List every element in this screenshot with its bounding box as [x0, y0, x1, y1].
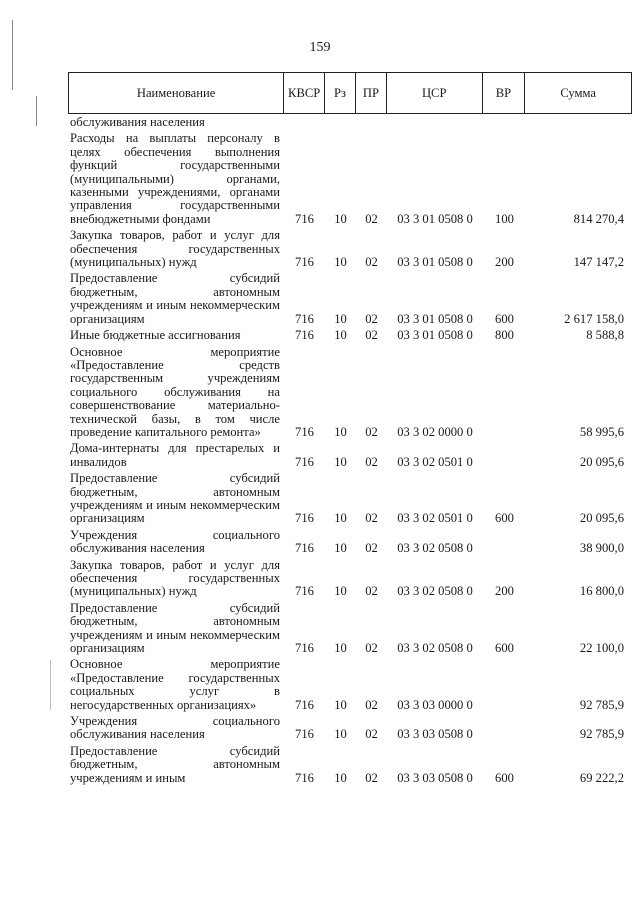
cell-rz: 10	[334, 697, 347, 712]
cell-kvsr: 716	[295, 541, 314, 556]
table-row	[68, 658, 632, 712]
table-row	[68, 472, 632, 526]
cell-csr: 03 3 01 0508 0	[397, 211, 473, 226]
scan-margin-mark	[50, 660, 51, 710]
cell-name: Предоставление субсидий бюджетным, автономным учреждениям и иным некоммерческим организациям	[70, 471, 280, 526]
cell-pr: 02	[365, 641, 378, 656]
cell-name: Основное мероприятие «Предоставление средств государственным учреждениям социального обслуживания на совершенствование материально-технической базы, в том числе проведение капитального ремонта»	[70, 344, 280, 439]
cell-sum: 20 095,6	[579, 454, 624, 469]
header-name: Наименование	[69, 73, 284, 113]
cell-csr: 03 3 01 0508 0	[397, 311, 473, 326]
cell-rz: 10	[334, 727, 347, 742]
cell-kvsr: 716	[295, 727, 314, 742]
table-row	[68, 132, 632, 226]
cell-name: Учреждения социального обслуживания населения	[70, 714, 280, 742]
cell-sum: 38 900,0	[579, 541, 624, 556]
table-row	[68, 559, 632, 599]
cell-kvsr: 716	[295, 211, 314, 226]
cell-sum: 2 617 158,0	[564, 311, 624, 326]
cell-sum: 16 800,0	[579, 584, 624, 599]
table-row	[68, 346, 632, 440]
cell-sum: 20 095,6	[579, 511, 624, 526]
cell-sum: 814 270,4	[573, 211, 624, 226]
cell-vr: 600	[495, 311, 514, 326]
cell-name: Дома-интернаты для престарелых и инвалидов	[70, 441, 280, 469]
budget-table	[68, 72, 632, 785]
cell-rz: 10	[334, 770, 347, 785]
cell-name: Предоставление субсидий бюджетным, автономным учреждениям и иным некоммерческим организациям	[70, 600, 280, 656]
cell-kvsr: 716	[295, 328, 314, 343]
cell-sum: 58 995,6	[579, 424, 624, 439]
cell-name: Закупка товаров, работ и услуг для обеспечения государственных (муниципальных) нужд	[70, 557, 280, 599]
cell-csr: 03 3 03 0508 0	[397, 727, 473, 742]
table-row	[68, 745, 632, 785]
table-row	[68, 229, 632, 269]
cell-sum: 92 785,9	[579, 727, 624, 742]
header-sum: Сумма	[560, 85, 597, 100]
scan-margin-mark	[36, 96, 37, 126]
cell-sum: 92 785,9	[579, 697, 624, 712]
cell-pr: 02	[365, 255, 378, 270]
table-row	[68, 329, 632, 342]
table-header	[68, 72, 632, 114]
cell-kvsr: 716	[295, 584, 314, 599]
header-vr: ВР	[483, 73, 526, 113]
header-pr: ПР	[356, 73, 387, 113]
cell-csr: 03 3 02 0501 0	[397, 511, 473, 526]
cell-kvsr: 716	[295, 424, 314, 439]
table-row	[68, 442, 632, 469]
table-row	[68, 272, 632, 326]
cell-pr: 02	[365, 697, 378, 712]
cell-csr: 03 3 02 0501 0	[397, 454, 473, 469]
cell-pr: 02	[365, 328, 378, 343]
cell-kvsr: 716	[295, 697, 314, 712]
table-row	[68, 602, 632, 656]
cell-vr: 100	[495, 211, 514, 226]
cell-sum: 69 222,2	[579, 770, 624, 785]
cell-vr: 600	[495, 641, 514, 656]
cell-sum: 22 100,0	[579, 641, 624, 656]
cell-kvsr: 716	[295, 641, 314, 656]
cell-name: Расходы на выплаты персоналу в целях обеспечения выполнения функций государственными (муниципальными) органами, казенными учреждениями, органами управления государственными внебюджетными фондами	[70, 131, 280, 226]
cell-vr: 600	[495, 770, 514, 785]
cell-rz: 10	[334, 454, 347, 469]
cell-csr: 03 3 02 0508 0	[397, 584, 473, 599]
table-row	[68, 116, 632, 129]
cell-rz: 10	[334, 424, 347, 439]
header-kvsr: КВСР	[284, 73, 325, 113]
cell-name: обслуживания населения	[70, 115, 205, 129]
cell-vr: 200	[495, 255, 514, 270]
table-body	[68, 114, 632, 785]
cell-vr: 200	[495, 584, 514, 599]
cell-sum: 8 588,8	[586, 328, 624, 343]
cell-rz: 10	[334, 328, 347, 343]
cell-kvsr: 716	[295, 511, 314, 526]
cell-name: Закупка товаров, работ и услуг для обеспечения государственных (муниципальных) нужд	[70, 228, 280, 270]
table-row	[68, 715, 632, 742]
cell-pr: 02	[365, 584, 378, 599]
cell-vr: 600	[495, 511, 514, 526]
cell-pr: 02	[365, 511, 378, 526]
cell-kvsr: 716	[295, 255, 314, 270]
cell-rz: 10	[334, 584, 347, 599]
cell-csr: 03 3 01 0508 0	[397, 328, 473, 343]
cell-rz: 10	[334, 641, 347, 656]
cell-csr: 03 3 02 0508 0	[397, 641, 473, 656]
cell-name: Предоставление субсидий бюджетным, автономным учреждениям и иным	[70, 743, 280, 785]
cell-kvsr: 716	[295, 311, 314, 326]
cell-rz: 10	[334, 255, 347, 270]
cell-name: Иные бюджетные ассигнования	[70, 328, 241, 343]
cell-name: Основное мероприятие «Предоставление государственных социальных услуг в негосударственных организациях»	[70, 657, 280, 712]
cell-rz: 10	[334, 311, 347, 326]
cell-vr: 800	[495, 328, 514, 343]
cell-name: Учреждения социального обслуживания населения	[70, 527, 280, 556]
cell-pr: 02	[365, 541, 378, 556]
cell-pr: 02	[365, 454, 378, 469]
cell-kvsr: 716	[295, 770, 314, 785]
cell-pr: 02	[365, 770, 378, 785]
cell-pr: 02	[365, 211, 378, 226]
header-rz: Рз	[325, 73, 356, 113]
cell-csr: 03 3 03 0508 0	[397, 770, 473, 785]
cell-pr: 02	[365, 727, 378, 742]
cell-name: Предоставление субсидий бюджетным, автономным учреждениям и иным некоммерческим организациям	[70, 271, 280, 326]
scan-margin-mark	[12, 20, 13, 90]
cell-csr: 03 3 02 0000 0	[397, 424, 473, 439]
cell-pr: 02	[365, 311, 378, 326]
cell-csr: 03 3 02 0508 0	[397, 541, 473, 556]
cell-rz: 10	[334, 511, 347, 526]
header-csr: ЦСР	[387, 73, 483, 113]
cell-csr: 03 3 01 0508 0	[397, 255, 473, 270]
cell-pr: 02	[365, 424, 378, 439]
table-row	[68, 529, 632, 556]
cell-rz: 10	[334, 211, 347, 226]
page-number: 159	[309, 40, 331, 55]
cell-csr: 03 3 03 0000 0	[397, 697, 473, 712]
cell-sum: 147 147,2	[573, 255, 624, 270]
cell-rz: 10	[334, 541, 347, 556]
cell-kvsr: 716	[295, 454, 314, 469]
